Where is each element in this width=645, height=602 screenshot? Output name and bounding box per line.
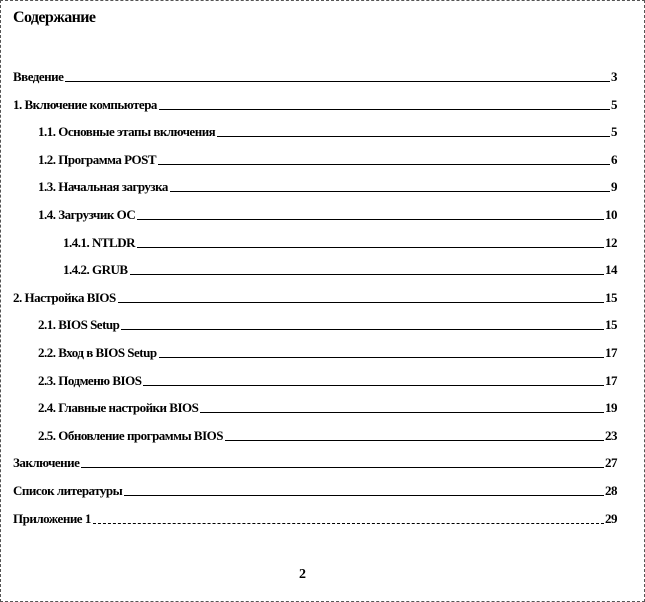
toc-entry[interactable]: [1, 124, 617, 140]
toc-entry-label: 1.4. Загрузчик ОС: [38, 207, 136, 222]
toc-leader: [159, 109, 610, 110]
toc-entry-label: 1. Включение компьютера: [13, 96, 157, 112]
toc-entry-label: Введение: [13, 69, 64, 84]
toc-entry[interactable]: [1, 69, 617, 85]
toc-entry[interactable]: [1, 235, 617, 251]
toc-entry-page: 12: [605, 234, 617, 250]
toc-entry-page: 15: [605, 289, 617, 305]
toc-leader: [81, 467, 604, 468]
toc-entry-page: 10: [605, 207, 617, 222]
toc-leader: [124, 495, 604, 496]
toc-entry[interactable]: [1, 373, 617, 389]
toc-entry-label: 2.3. Подменю BIOS: [38, 372, 142, 388]
toc-entry-page: 29: [605, 510, 617, 526]
toc-entry-page: 5: [611, 124, 617, 140]
toc-entry-page: 19: [605, 400, 617, 416]
toc-leader: [137, 219, 604, 220]
toc-entry-page: 6: [611, 151, 617, 167]
toc-title: Содержание: [13, 9, 96, 26]
toc-leader: [143, 385, 604, 386]
toc-entry-page: 23: [605, 427, 617, 443]
toc-entry-label: 2.2. Вход в BIOS Setup: [38, 345, 157, 360]
toc-entry-label: 2.1. BIOS Setup: [38, 317, 120, 333]
toc-entry[interactable]: [1, 290, 617, 306]
toc-entry[interactable]: [1, 483, 617, 499]
toc-entry-page: 15: [605, 317, 617, 333]
page-number: 2: [299, 567, 306, 582]
toc-entry-page: 28: [605, 483, 617, 498]
toc-entry-page: 17: [605, 345, 617, 360]
toc-leader: [170, 191, 610, 192]
toc-entry-label: 1.3. Начальная загрузка: [38, 179, 168, 195]
toc-entry-label: Приложение 1: [13, 510, 91, 526]
toc-entry[interactable]: [1, 455, 617, 471]
toc-entry-label: 1.4.1. NTLDR: [63, 234, 136, 250]
toc-leader: [225, 440, 604, 441]
toc-entry-page: 14: [605, 262, 617, 278]
toc-entry-label: 2.4. Главные настройки BIOS: [38, 400, 199, 416]
toc-entry[interactable]: [1, 317, 617, 333]
toc-entry-page: 5: [611, 96, 617, 112]
toc-entry[interactable]: [1, 179, 617, 195]
toc-leader: [130, 274, 604, 275]
toc-entry-label: 1.2. Программа POST: [38, 151, 157, 167]
toc-entry-page: 27: [605, 455, 617, 471]
toc-entry-page: 9: [611, 179, 617, 195]
toc-entry-page: 3: [611, 69, 617, 84]
toc-entry[interactable]: [1, 207, 617, 223]
toc-leader: [121, 329, 604, 330]
toc-entry-label: Заключение: [13, 455, 80, 471]
toc-entry[interactable]: [1, 97, 617, 113]
toc-entry[interactable]: [1, 511, 617, 527]
toc-entry-label: 1.4.2. GRUB: [63, 262, 128, 278]
toc-entry-label: 1.1. Основные этапы включения: [38, 124, 216, 140]
toc-entry[interactable]: [1, 400, 617, 416]
toc-entry-label: 2. Настройка BIOS: [13, 289, 116, 305]
toc-leader: [217, 136, 610, 137]
toc-entry-page: 17: [605, 372, 617, 388]
toc-entry[interactable]: [1, 345, 617, 361]
toc-leader: [118, 302, 604, 303]
toc-leader: [137, 247, 604, 248]
toc-entry[interactable]: [1, 428, 617, 444]
toc-entry-label: Список литературы: [13, 483, 123, 498]
toc-entry-label: 2.5. Обновление программы BIOS: [38, 427, 223, 443]
toc-leader: [65, 81, 610, 82]
toc-leader: [159, 357, 604, 358]
toc-leader: [158, 164, 610, 165]
toc-entry[interactable]: [1, 262, 617, 278]
toc-entry[interactable]: [1, 152, 617, 168]
toc-leader: [93, 523, 604, 524]
toc-leader: [200, 412, 604, 413]
